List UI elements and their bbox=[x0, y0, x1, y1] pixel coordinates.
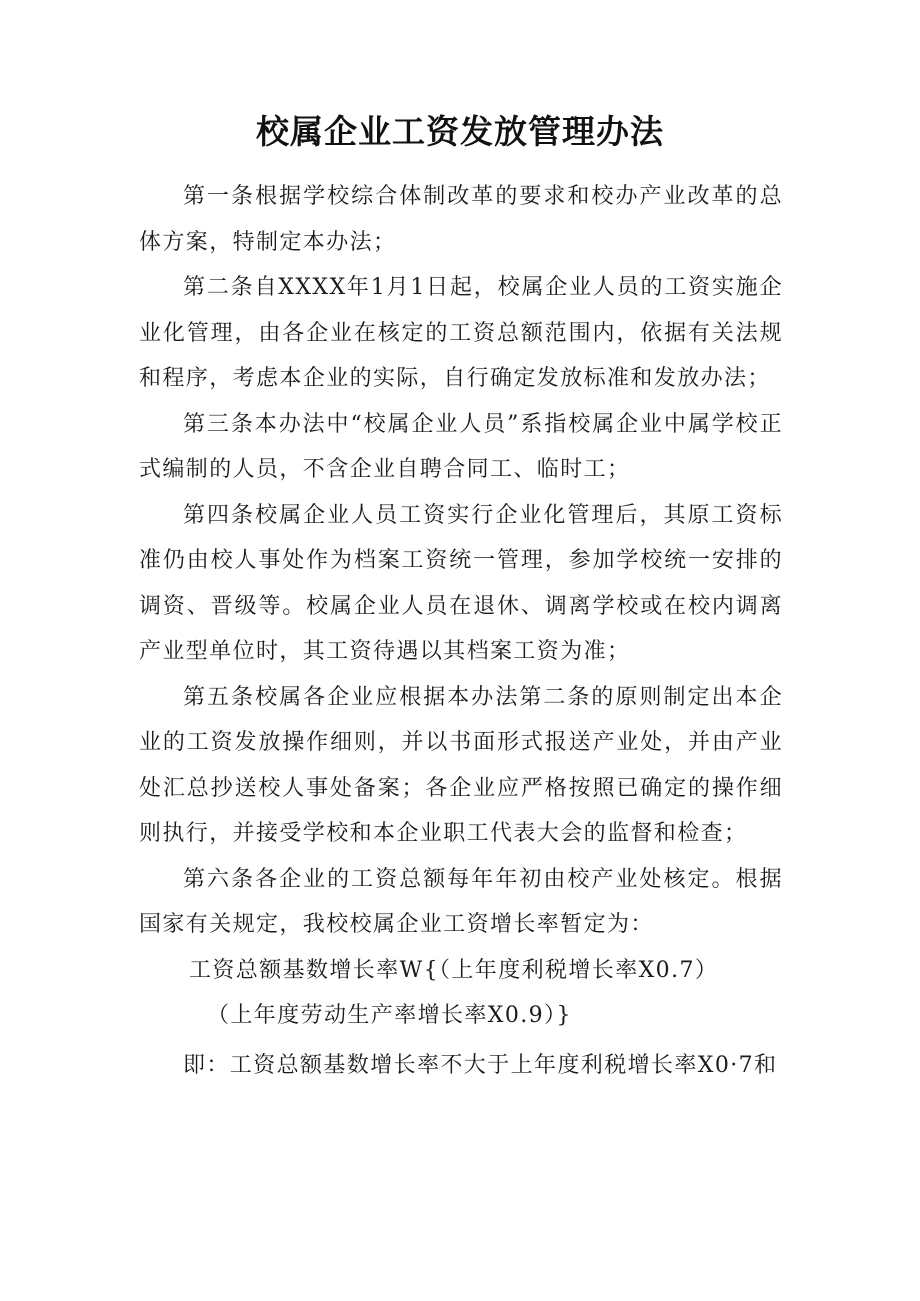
formula-line-2: （上年度劳动生产率增长率X0.9）} bbox=[207, 1003, 572, 1028]
article-5: 第五条校属各企业应根据本办法第二条的原则制定出本企业的工资发放操作细则，并以书面形式报送产业处，并由产业处汇总抄送校人事处备案；各企业应严格按照已确定的操作细则执行，并接受学校和本企业职工代表大会的监督和检查； bbox=[139, 684, 783, 846]
article-3: 第三条本办法中“校属企业人员”系指校属企业中属学校正式编制的人员，不含企业自聘合同工、临时工； bbox=[139, 411, 783, 482]
formula-line-1: 工资总额基数增长率W{（上年度利税增长率X0.7） bbox=[189, 957, 719, 983]
document-body bbox=[139, 174, 783, 1088]
formula-explanation: 即：工资总额基数增长率不大于上年度利税增长率X0·7和 bbox=[183, 1052, 778, 1078]
document-title: 校属企业工资发放管理办法 bbox=[256, 112, 664, 151]
article-2: 第二条自XXXX年1月1日起，校属企业人员的工资实施企业化管理，由各企业在核定的工资总额范围内，依据有关法规和程序，考虑本企业的实际，自行确定发放标准和发放办法； bbox=[139, 275, 783, 391]
article-4: 第四条校属企业人员工资实行企业化管理后，其原工资标准仍由校人事处作为档案工资统一管理，参加学校统一安排的调资、晋级等。校属企业人员在退休、调离学校或在校内调离产业型单位时，其工资待遇以其档案工资为准； bbox=[139, 502, 783, 664]
article-6: 第六条各企业的工资总额每年年初由校产业处核定。根据国家有关规定，我校校属企业工资增长率暂定为： bbox=[139, 866, 783, 937]
article-1: 第一条根据学校综合体制改革的要求和校办产业改革的总体方案，特制定本办法； bbox=[139, 184, 783, 255]
